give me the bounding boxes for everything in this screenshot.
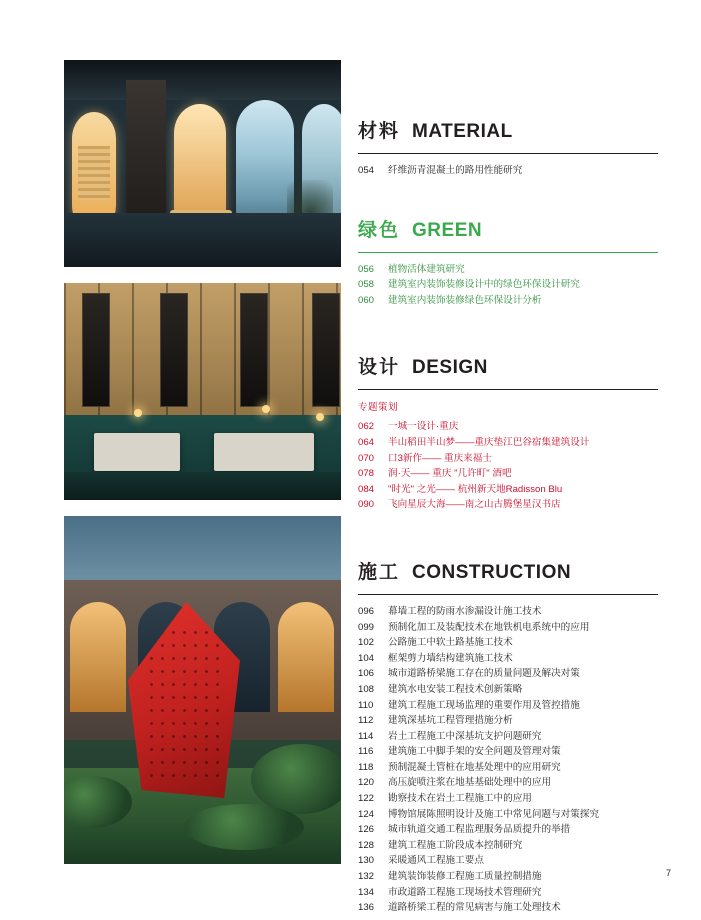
entry-title: 口3新作—— 重庆来福士 bbox=[388, 452, 492, 464]
toc-entry[interactable] bbox=[358, 293, 658, 309]
entry-page-number: 120 bbox=[358, 777, 375, 789]
entry-title: 市政道路工程施工现场技术管理研究 bbox=[388, 886, 542, 898]
entry-page-number: 064 bbox=[358, 436, 375, 448]
entry-page-number: 106 bbox=[358, 668, 375, 680]
section-construction-heading bbox=[358, 557, 658, 584]
entry-page-number: 124 bbox=[358, 808, 375, 820]
toc-entry[interactable] bbox=[358, 729, 658, 745]
toc-entry[interactable] bbox=[358, 466, 658, 482]
entry-title: 建筑施工中脚手架的安全问题及管理对策 bbox=[388, 746, 561, 758]
entry-title: 一城一设计·重庆 bbox=[388, 421, 459, 433]
section-construction bbox=[358, 557, 658, 916]
entry-title: "时光" 之光—— 杭州新天地Radisson Blu bbox=[388, 483, 563, 495]
entry-title: 公路施工中软土路基施工技术 bbox=[388, 637, 513, 649]
entry-title: 预制化加工及装配技术在地铁机电系统中的应用 bbox=[388, 621, 590, 633]
entry-title: 建筑工程施工现场监理的重要作用及管控措施 bbox=[388, 699, 580, 711]
section-material-entries bbox=[358, 163, 658, 179]
section-green-title-cn: 绿色 bbox=[358, 219, 401, 241]
toc-entry[interactable] bbox=[358, 277, 658, 293]
entry-title: 博物馆展陈照明设计及施工中常见问题与对策探究 bbox=[388, 808, 600, 820]
entry-page-number: 136 bbox=[358, 902, 375, 914]
entry-page-number: 104 bbox=[358, 652, 375, 664]
photo2-panel-4 bbox=[312, 293, 340, 407]
photo2-reception-counter-1 bbox=[94, 433, 180, 471]
photo2-pendant-lamp-3 bbox=[316, 413, 324, 421]
toc-entry[interactable] bbox=[358, 497, 658, 513]
entry-title: 道路桥梁工程的常见病害与施工处理技术 bbox=[388, 902, 561, 914]
photo2-panel-3 bbox=[240, 293, 268, 407]
photo2-panel-2 bbox=[160, 293, 188, 407]
photo-column bbox=[64, 60, 341, 880]
section-material-title-en: MATERIAL bbox=[412, 121, 513, 142]
entry-title: 城市轨道交通工程监理服务品质提升的举措 bbox=[388, 824, 571, 836]
section-green-title-en: GREEN bbox=[412, 219, 483, 241]
section-green-rule bbox=[358, 252, 658, 253]
photo1-bookshelf bbox=[78, 146, 110, 200]
entry-title: 城市道路桥梁施工存在的质量问题及解决对策 bbox=[388, 668, 580, 680]
entry-title: 幕墙工程的防雨水渗漏设计施工技术 bbox=[388, 605, 542, 617]
photo2-pendant-lamp-1 bbox=[134, 409, 142, 417]
section-design-subtitle: 专题策划 bbox=[358, 402, 399, 414]
entry-page-number: 062 bbox=[358, 421, 375, 433]
entry-title: 润·天—— 重庆 "几许町" 酒吧 bbox=[388, 468, 512, 480]
toc-entry[interactable] bbox=[358, 775, 658, 791]
entry-page-number: 126 bbox=[358, 824, 375, 836]
toc-entry[interactable] bbox=[358, 853, 658, 869]
toc-entry[interactable] bbox=[358, 900, 658, 916]
toc-entry[interactable] bbox=[358, 163, 658, 179]
section-design-title-cn: 设计 bbox=[358, 357, 401, 379]
entry-page-number: 056 bbox=[358, 263, 375, 275]
entry-title: 高压旋喷注浆在地基基础处理中的应用 bbox=[388, 777, 552, 789]
section-material bbox=[358, 116, 658, 179]
entry-title: 半山稻田半山梦——重庆垫江巴谷宿集建筑设计 bbox=[388, 436, 590, 448]
toc-entry[interactable] bbox=[358, 435, 658, 451]
toc-entry[interactable] bbox=[358, 698, 658, 714]
entry-title: 框架剪力墙结构建筑施工技术 bbox=[388, 652, 513, 664]
entry-title: 建筑深基坑工程管理措施分析 bbox=[388, 715, 513, 727]
section-design-heading bbox=[358, 352, 658, 379]
entry-page-number: 099 bbox=[358, 621, 375, 633]
section-design-entries bbox=[358, 419, 658, 513]
entry-title: 建筑水电安装工程技术创新策略 bbox=[388, 683, 523, 695]
toc-entry[interactable] bbox=[358, 885, 658, 901]
toc-entry[interactable] bbox=[358, 419, 658, 435]
entry-page-number: 112 bbox=[358, 715, 374, 727]
entry-page-number: 128 bbox=[358, 839, 375, 851]
photo1-ceiling bbox=[64, 60, 341, 100]
section-material-heading bbox=[358, 116, 658, 143]
library-interior-photo bbox=[64, 60, 341, 267]
section-design bbox=[358, 352, 658, 513]
photo1-floor bbox=[64, 213, 341, 267]
entry-page-number: 054 bbox=[358, 165, 375, 176]
entry-page-number: 116 bbox=[358, 746, 374, 758]
toc-entry[interactable] bbox=[358, 604, 658, 620]
section-construction-entries bbox=[358, 604, 658, 916]
entry-page-number: 060 bbox=[358, 294, 375, 306]
toc-entry[interactable] bbox=[358, 651, 658, 667]
photo2-floor bbox=[64, 472, 341, 500]
photo2-pendant-lamp-2 bbox=[262, 405, 270, 413]
entry-page-number: 114 bbox=[358, 730, 374, 742]
entry-title: 采暖通风工程施工要点 bbox=[388, 855, 484, 867]
toc-entry[interactable] bbox=[358, 744, 658, 760]
entry-page-number: 084 bbox=[358, 483, 375, 495]
entry-title: 植物活体建筑研究 bbox=[388, 263, 465, 275]
entry-page-number: 118 bbox=[358, 761, 374, 773]
section-green-heading bbox=[358, 215, 658, 242]
photo3-bush-2 bbox=[251, 744, 341, 814]
toc-entry[interactable] bbox=[358, 807, 658, 823]
section-material-rule bbox=[358, 153, 658, 154]
entry-page-number: 070 bbox=[358, 452, 375, 464]
section-green bbox=[358, 215, 658, 309]
section-construction-title-en: CONSTRUCTION bbox=[412, 561, 572, 583]
entry-page-number: 090 bbox=[358, 499, 375, 511]
entry-page-number: 122 bbox=[358, 793, 375, 805]
table-of-contents bbox=[358, 60, 658, 920]
section-design-rule bbox=[358, 389, 658, 390]
toc-entry[interactable] bbox=[358, 666, 658, 682]
photo2-reception-counter-2 bbox=[214, 433, 314, 471]
toc-entry[interactable] bbox=[358, 869, 658, 885]
toc-entry[interactable] bbox=[358, 760, 658, 776]
entry-title: 预制混凝土管桩在地基处理中的应用研究 bbox=[388, 761, 561, 773]
photo3-bush-3 bbox=[184, 804, 304, 850]
toc-entry[interactable] bbox=[358, 838, 658, 854]
entry-page-number: 102 bbox=[358, 637, 375, 649]
entry-page-number: 132 bbox=[358, 871, 375, 883]
section-construction-rule bbox=[358, 594, 658, 595]
toc-entry[interactable] bbox=[358, 620, 658, 636]
entry-title: 建筑工程施工阶段成本控制研究 bbox=[388, 839, 523, 851]
entry-title: 建筑室内装饰装修设计中的绿色环保设计研究 bbox=[388, 279, 580, 291]
entry-page-number: 078 bbox=[358, 468, 375, 480]
section-green-entries bbox=[358, 262, 658, 309]
entry-title: 岩土工程施工中深基坑支护问题研究 bbox=[388, 730, 542, 742]
toc-entry[interactable] bbox=[358, 713, 658, 729]
photo3-arch-1 bbox=[70, 602, 126, 712]
entry-page-number: 058 bbox=[358, 279, 375, 291]
toc-entry[interactable] bbox=[358, 482, 658, 498]
section-material-title-cn: 材料 bbox=[358, 121, 401, 142]
toc-entry[interactable] bbox=[358, 262, 658, 278]
section-construction-title-cn: 施工 bbox=[358, 561, 401, 583]
photo2-panel-1 bbox=[82, 293, 110, 407]
toc-entry[interactable] bbox=[358, 635, 658, 651]
toc-entry[interactable] bbox=[358, 682, 658, 698]
red-pavilion-photo bbox=[64, 516, 341, 864]
entry-title: 建筑室内装饰装修绿色环保设计分析 bbox=[388, 294, 542, 306]
hotel-lobby-photo bbox=[64, 283, 341, 500]
entry-page-number: 134 bbox=[358, 886, 375, 898]
toc-entry[interactable] bbox=[358, 822, 658, 838]
entry-page-number: 108 bbox=[358, 683, 375, 695]
entry-title: 纤维沥青混凝土的路用性能研究 bbox=[388, 165, 523, 176]
entry-page-number: 110 bbox=[358, 699, 374, 711]
photo3-arch-4 bbox=[278, 602, 334, 712]
entry-page-number: 130 bbox=[358, 855, 375, 867]
entry-title: 勘察技术在岩土工程施工中的应用 bbox=[388, 793, 532, 805]
section-design-title-en: DESIGN bbox=[412, 357, 488, 379]
entry-title: 飞向星辰大海——南之山古腾堡星汉书店 bbox=[388, 499, 561, 511]
entry-title: 建筑装饰装修工程施工质量控制措施 bbox=[388, 871, 542, 883]
page-number: 7 bbox=[665, 868, 671, 878]
toc-entry[interactable] bbox=[358, 451, 658, 467]
toc-entry[interactable] bbox=[358, 791, 658, 807]
entry-page-number: 096 bbox=[358, 605, 375, 617]
